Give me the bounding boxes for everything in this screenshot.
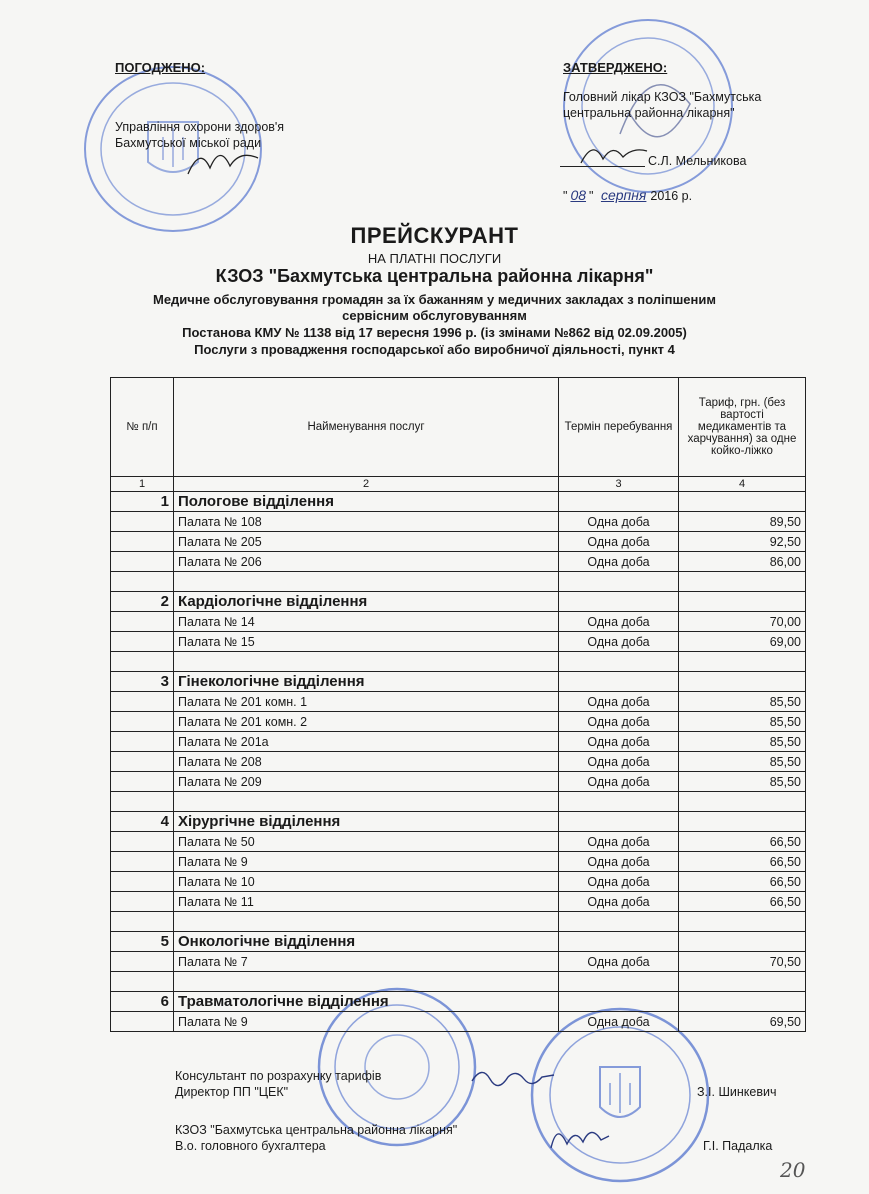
approved-right-line1: Головний лікар КЗОЗ "Бахмутська: [563, 90, 762, 104]
spacer-row: [111, 912, 806, 932]
tariff-price: 70,50: [679, 952, 806, 972]
empty-cell: [559, 932, 679, 952]
column-number: 1: [111, 477, 174, 492]
table-row: [111, 872, 806, 892]
tariff-price: 85,50: [679, 712, 806, 732]
section-row: [111, 672, 806, 692]
table-row: [111, 952, 806, 972]
room-name: Палата № 15: [174, 632, 559, 652]
stamp-ministry: [528, 1005, 713, 1185]
section-number: 3: [111, 672, 174, 692]
empty-cell: [111, 552, 174, 572]
empty-cell: [679, 572, 806, 592]
table-row: [111, 692, 806, 712]
description-line1: Медичне обслуговування громадян за їх бажанням у медичних закладах з поліпшеним: [153, 292, 716, 307]
footer-director: Директор ПП "ЦЕК": [175, 1085, 289, 1099]
decree-line: Постанова КМУ № 1138 від 17 вересня 1996 р. (із змінами №862 від 02.09.2005): [182, 325, 687, 340]
approved-right-line2: центральна районна лікарня": [563, 106, 735, 120]
empty-cell: [679, 492, 806, 512]
empty-cell: [679, 592, 806, 612]
table-row: [111, 712, 806, 732]
room-name: Палата № 108: [174, 512, 559, 532]
empty-cell: [559, 912, 679, 932]
section-row: [111, 812, 806, 832]
empty-cell: [111, 952, 174, 972]
tariff-price: 66,50: [679, 832, 806, 852]
stay-term: Одна доба: [559, 752, 679, 772]
tariff-price: 66,50: [679, 852, 806, 872]
empty-cell: [111, 772, 174, 792]
section-number: 4: [111, 812, 174, 832]
room-name: Палата № 209: [174, 772, 559, 792]
column-number: 2: [174, 477, 559, 492]
empty-cell: [174, 572, 559, 592]
empty-cell: [111, 892, 174, 912]
empty-cell: [111, 1012, 174, 1032]
approved-right-signer: С.Л. Мельникова: [648, 154, 747, 168]
section-name: Пологове відділення: [174, 492, 559, 512]
empty-cell: [111, 532, 174, 552]
room-name: Палата № 9: [174, 852, 559, 872]
section-name: Травматологічне відділення: [174, 992, 559, 1012]
table-row: [111, 832, 806, 852]
empty-cell: [174, 792, 559, 812]
empty-cell: [679, 672, 806, 692]
header-service-name: Найменування послуг: [174, 378, 559, 477]
empty-cell: [679, 792, 806, 812]
tariff-price: 85,50: [679, 752, 806, 772]
table-row: [111, 772, 806, 792]
table-row: [111, 632, 806, 652]
section-number: 5: [111, 932, 174, 952]
empty-cell: [679, 992, 806, 1012]
approved-left-line1: Управління охорони здоров'я: [115, 120, 285, 134]
empty-cell: [111, 792, 174, 812]
date-quote-open: ": [563, 189, 568, 203]
room-name: Палата № 208: [174, 752, 559, 772]
signature-approval-right: [575, 135, 655, 169]
approved-left-line2: Бахмутської міської ради: [115, 136, 262, 150]
footer-signer-1: З.І. Шинкевич: [697, 1085, 777, 1099]
stay-term: Одна доба: [559, 692, 679, 712]
table-row: [111, 1012, 806, 1032]
tariff-price: 66,50: [679, 872, 806, 892]
section-number: 2: [111, 592, 174, 612]
column-number: 4: [679, 477, 806, 492]
header-number: № п/п: [111, 378, 174, 477]
section-row: [111, 592, 806, 612]
empty-cell: [111, 752, 174, 772]
stay-term: Одна доба: [559, 712, 679, 732]
tariff-price: 85,50: [679, 732, 806, 752]
tariff-price: 85,50: [679, 692, 806, 712]
empty-cell: [679, 932, 806, 952]
section-row: [111, 992, 806, 1012]
room-name: Палата № 9: [174, 1012, 559, 1032]
section-row: [111, 932, 806, 952]
date-day: 08: [570, 187, 587, 203]
date-month: серпня: [600, 187, 647, 203]
table-row: [111, 512, 806, 532]
header-term: Термін перебування: [559, 378, 679, 477]
empty-cell: [111, 872, 174, 892]
stay-term: Одна доба: [559, 612, 679, 632]
empty-cell: [111, 832, 174, 852]
table-row: [111, 532, 806, 552]
stay-term: Одна доба: [559, 1012, 679, 1032]
section-number: 6: [111, 992, 174, 1012]
column-numbers-row: [111, 477, 806, 492]
stay-term: Одна доба: [559, 512, 679, 532]
description-line2: сервісним обслуговуванням: [342, 308, 527, 323]
stay-term: Одна доба: [559, 872, 679, 892]
footer-signer-2: Г.І. Падалка: [703, 1139, 773, 1153]
empty-cell: [174, 912, 559, 932]
services-line: Послуги з провадження господарської або виробничої діяльності, пункт 4: [194, 342, 675, 357]
stay-term: Одна доба: [559, 832, 679, 852]
section-name: Кардіологічне відділення: [174, 592, 559, 612]
stay-term: Одна доба: [559, 552, 679, 572]
empty-cell: [559, 792, 679, 812]
table-row: [111, 752, 806, 772]
empty-cell: [559, 672, 679, 692]
page-mark: 20: [780, 1158, 806, 1182]
column-number: 3: [559, 477, 679, 492]
tariff-price: 69,00: [679, 632, 806, 652]
room-name: Палата № 11: [174, 892, 559, 912]
empty-cell: [111, 692, 174, 712]
spacer-row: [111, 652, 806, 672]
empty-cell: [111, 572, 174, 592]
room-name: Палата № 7: [174, 952, 559, 972]
empty-cell: [111, 732, 174, 752]
footer-hospital: КЗОЗ "Бахмутська центральна районна лікарня": [175, 1123, 458, 1137]
tariff-price: 89,50: [679, 512, 806, 532]
header-tariff: Тариф, грн. (без вартості медикаментів та харчування) за одне койко-ліжко: [679, 378, 806, 477]
approval-date: [563, 187, 692, 204]
room-name: Палата № 201 комн. 1: [174, 692, 559, 712]
tariff-price: 85,50: [679, 772, 806, 792]
room-name: Палата № 201 комн. 2: [174, 712, 559, 732]
signature-padalka: [545, 1118, 615, 1158]
date-quote-close: ": [589, 189, 594, 203]
stay-term: Одна доба: [559, 532, 679, 552]
stay-term: Одна доба: [559, 892, 679, 912]
empty-cell: [559, 572, 679, 592]
table-row: [111, 852, 806, 872]
empty-cell: [174, 652, 559, 672]
signature-shinkevich: [468, 1063, 558, 1091]
empty-cell: [111, 852, 174, 872]
empty-cell: [111, 972, 174, 992]
empty-cell: [111, 652, 174, 672]
footer-accountant: В.о. головного бухгалтера: [175, 1139, 326, 1153]
approved-left-label: ПОГОДЖЕНО:: [115, 60, 206, 75]
empty-cell: [679, 912, 806, 932]
room-name: Палата № 14: [174, 612, 559, 632]
stay-term: Одна доба: [559, 632, 679, 652]
room-name: Палата № 201а: [174, 732, 559, 752]
empty-cell: [679, 812, 806, 832]
empty-cell: [111, 912, 174, 932]
spacer-row: [111, 792, 806, 812]
document-title: ПРЕЙСКУРАНТ: [350, 223, 519, 248]
tariff-price: 86,00: [679, 552, 806, 572]
empty-cell: [559, 992, 679, 1012]
table-row: [111, 612, 806, 632]
tariff-price: 70,00: [679, 612, 806, 632]
section-name: Онкологічне відділення: [174, 932, 559, 952]
section-row: [111, 492, 806, 512]
empty-cell: [679, 652, 806, 672]
stay-term: Одна доба: [559, 852, 679, 872]
section-name: Хірургічне відділення: [174, 812, 559, 832]
room-name: Палата № 206: [174, 552, 559, 572]
section-name: Гінекологічне відділення: [174, 672, 559, 692]
table-header-row: [111, 378, 806, 477]
stay-term: Одна доба: [559, 772, 679, 792]
room-name: Палата № 50: [174, 832, 559, 852]
signature-line: [560, 166, 645, 167]
tariff-price: 69,50: [679, 1012, 806, 1032]
table-row: [111, 892, 806, 912]
empty-cell: [174, 972, 559, 992]
tariff-table: [110, 377, 806, 1032]
section-number: 1: [111, 492, 174, 512]
empty-cell: [111, 612, 174, 632]
document-subtitle: НА ПЛАТНІ ПОСЛУГИ: [367, 251, 502, 266]
room-name: Палата № 10: [174, 872, 559, 892]
empty-cell: [679, 972, 806, 992]
empty-cell: [559, 972, 679, 992]
table-row: [111, 732, 806, 752]
empty-cell: [111, 632, 174, 652]
empty-cell: [111, 512, 174, 532]
date-year: 2016 р.: [650, 189, 693, 203]
tariff-price: 92,50: [679, 532, 806, 552]
spacer-row: [111, 572, 806, 592]
footer-consultant: Консультант по розрахунку тарифів: [175, 1069, 382, 1083]
empty-cell: [111, 712, 174, 732]
table-row: [111, 552, 806, 572]
empty-cell: [559, 652, 679, 672]
approved-right-label: ЗАТВЕРДЖЕНО:: [563, 60, 668, 75]
stay-term: Одна доба: [559, 732, 679, 752]
spacer-row: [111, 972, 806, 992]
empty-cell: [559, 812, 679, 832]
empty-cell: [559, 592, 679, 612]
empty-cell: [559, 492, 679, 512]
stay-term: Одна доба: [559, 952, 679, 972]
tariff-price: 66,50: [679, 892, 806, 912]
room-name: Палата № 205: [174, 532, 559, 552]
organization-name: КЗОЗ "Бахмутська центральна районна лікарня": [215, 266, 654, 286]
